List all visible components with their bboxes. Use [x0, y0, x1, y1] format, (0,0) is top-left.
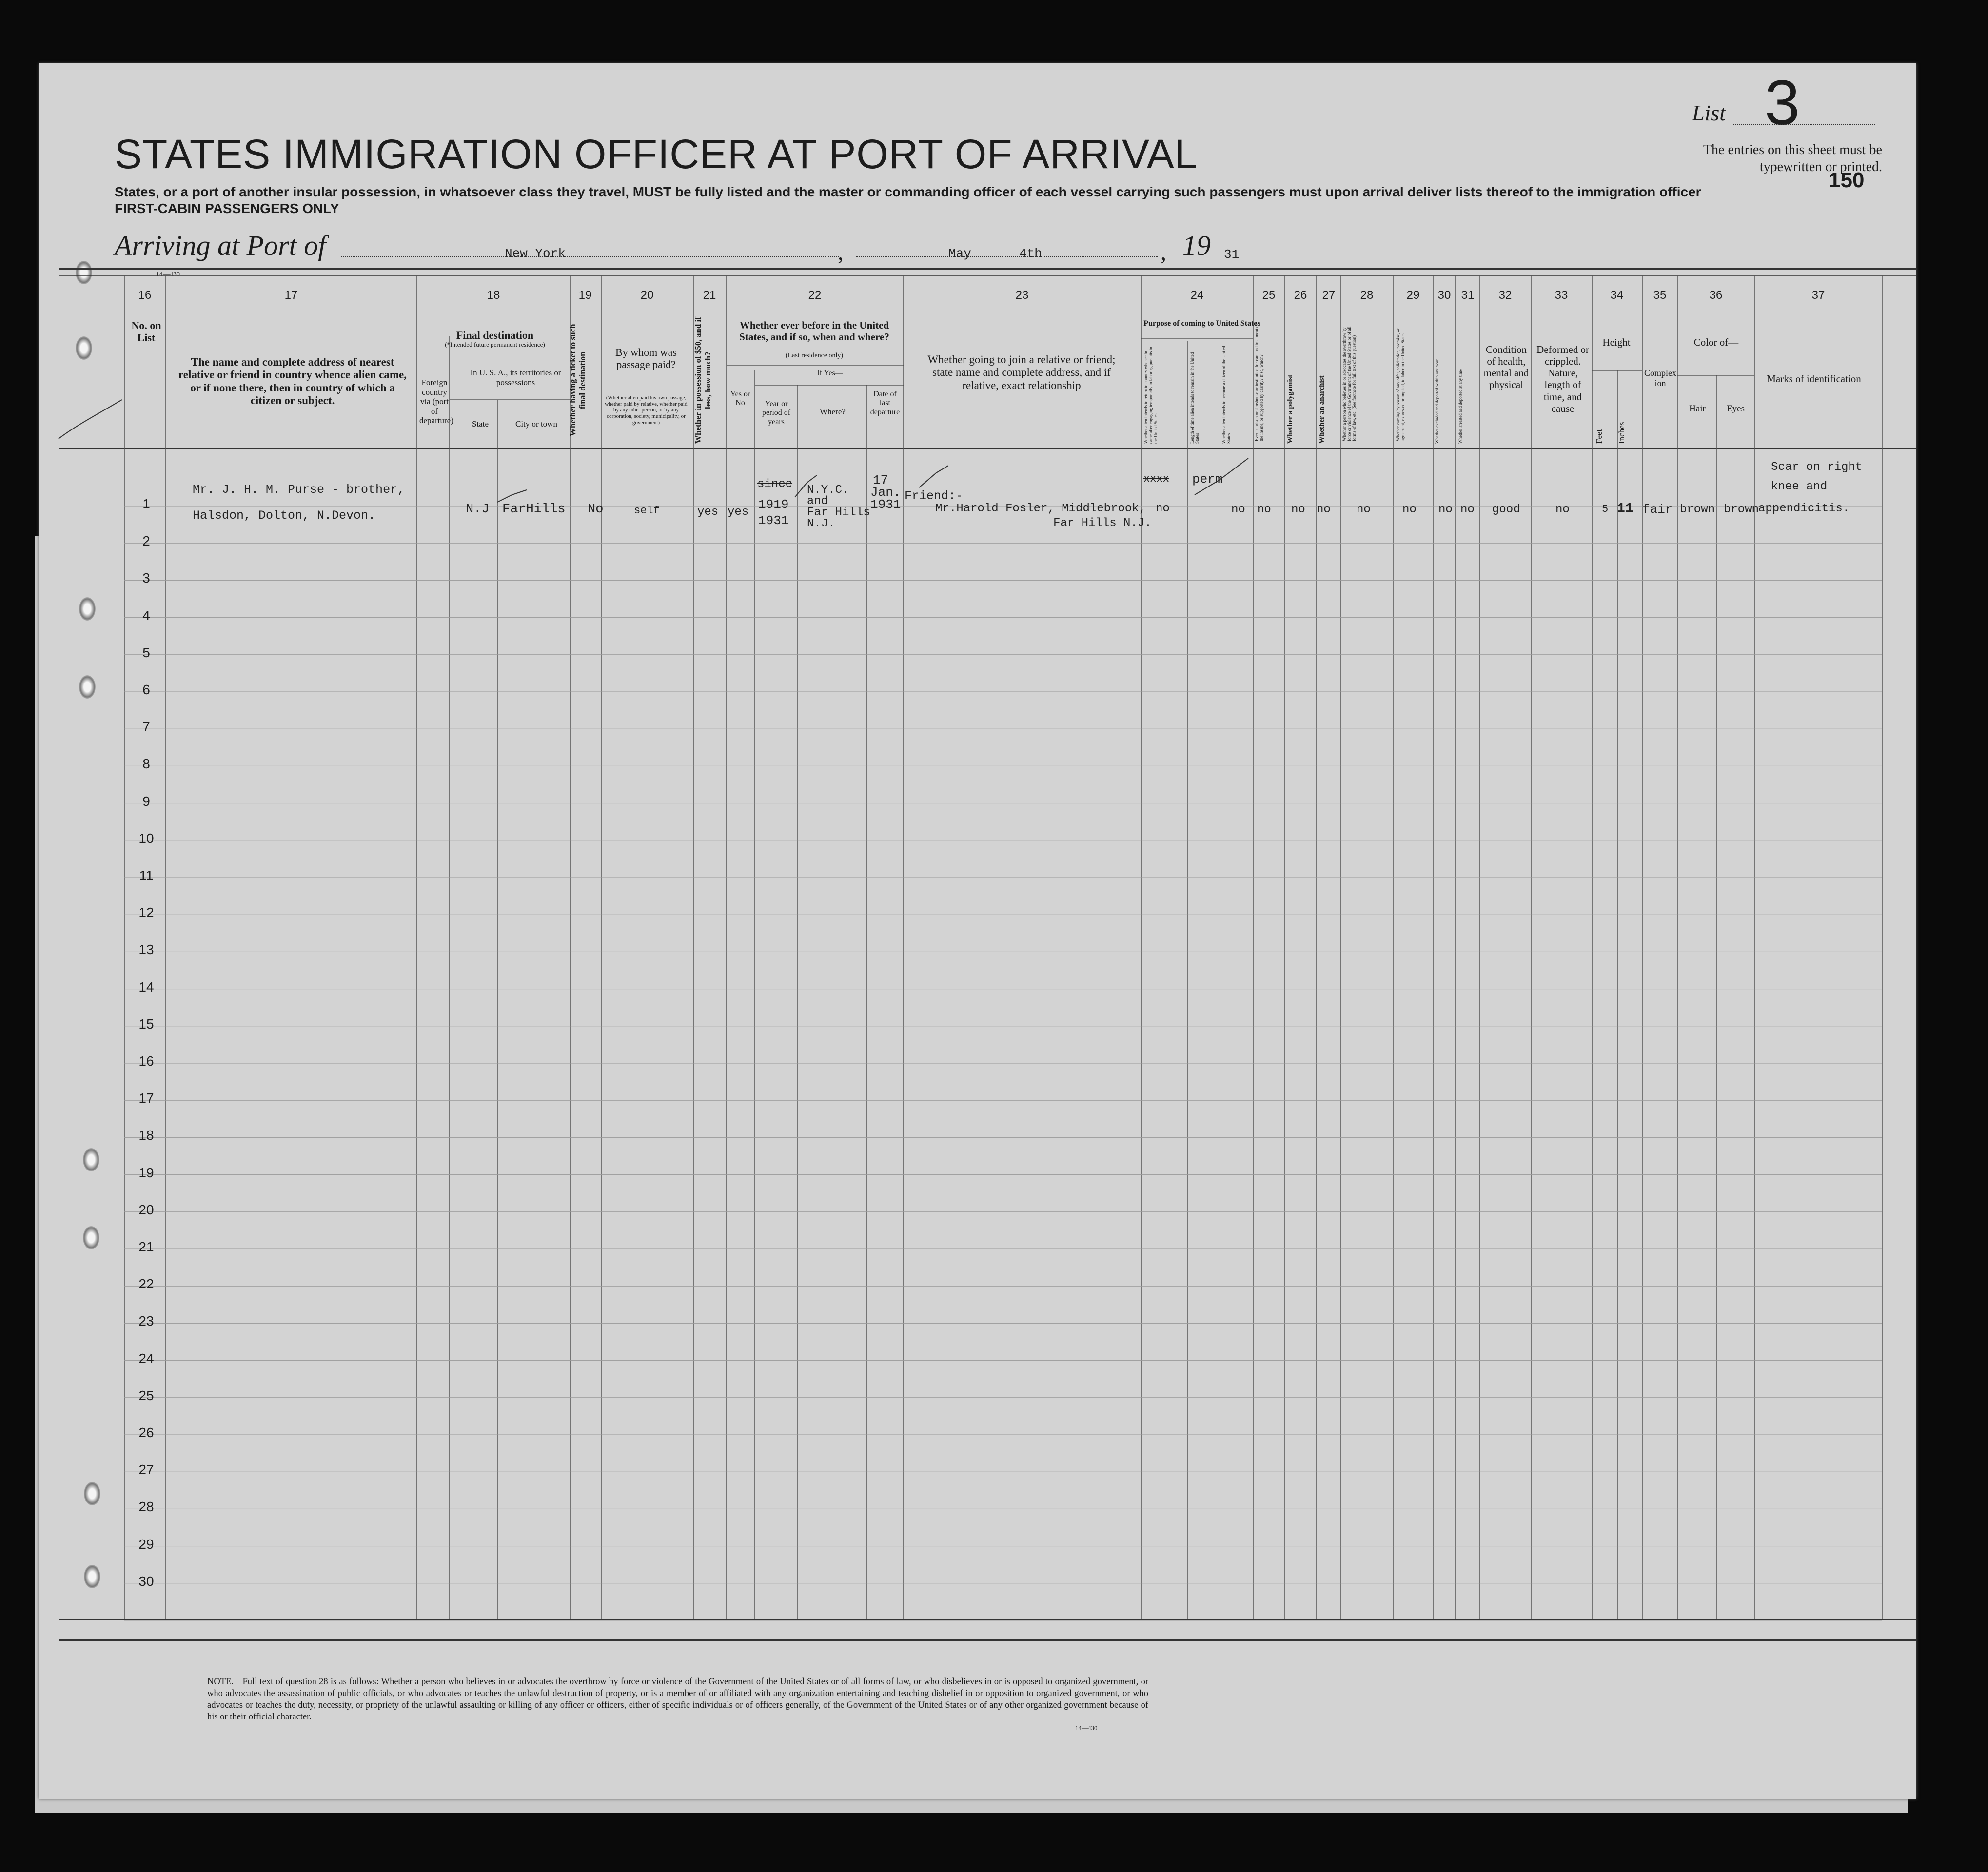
- header-q30: Whether excluded and deported within one year: [1435, 359, 1439, 444]
- row-number: 18: [138, 1128, 154, 1143]
- row-number: 13: [138, 942, 154, 957]
- header-foreign-country: Foreign country via (port of departure): [419, 378, 453, 426]
- entry-money: yes: [697, 506, 719, 519]
- entry-marks-line3: appendicitis.: [1758, 502, 1850, 515]
- date-month: May: [948, 246, 971, 261]
- header-money: Whether in possession of $50, and if less, how much?: [693, 317, 712, 444]
- row-number: 17: [138, 1091, 154, 1106]
- list-number: 3: [1764, 67, 1800, 138]
- entry-passage: self: [634, 505, 660, 517]
- header-deformed: Deformed or crippled. Nature, length of time, and cause: [1536, 344, 1589, 414]
- entry-marks-line1: Scar on right: [1771, 461, 1863, 474]
- header-yes-no: Yes or No: [730, 390, 750, 408]
- header-state: State: [472, 419, 489, 429]
- row-number: 25: [138, 1387, 154, 1403]
- column-number: 35: [1653, 289, 1667, 302]
- entry-years-line2: 1931: [758, 513, 789, 528]
- row-number: 29: [138, 1536, 154, 1552]
- subtitle: States, or a port of another insular possession, in whatsoever class they travel, MUST be fully listed and the master or commanding officer of each vessel carrying such passengers must upon arrival deliver lists thereof to the immigration officer: [115, 184, 1701, 199]
- header-purpose-b: Length of time alien intends to remain in the United States: [1190, 352, 1200, 444]
- column-number: 33: [1555, 289, 1568, 302]
- row-number: 28: [138, 1499, 154, 1515]
- header-if-yes: If Yes—: [817, 369, 843, 377]
- header-ticket: Whether having a ticket to such final destination: [568, 324, 587, 437]
- class-line: FIRST-CABIN PASSENGERS ONLY: [115, 201, 339, 216]
- row-number: 27: [138, 1462, 154, 1478]
- header-usa: In U. S. A., its territories or possessions: [470, 368, 561, 387]
- entry-where-line1: N.Y.C.: [807, 484, 849, 497]
- header-relative: The name and complete address of nearest relative or friend in country whence alien came, or if none there, then in country of which a citizen or subject.: [178, 356, 407, 407]
- row-number: 1: [142, 496, 150, 511]
- row-number: 24: [138, 1350, 154, 1366]
- header-no-on-list: No. on List: [131, 319, 161, 344]
- row-number: 11: [139, 868, 154, 883]
- page-title: STATES IMMIGRATION OFFICER AT PORT OF ARRIVAL: [115, 131, 1198, 177]
- column-number: 29: [1406, 289, 1420, 302]
- comma: ,: [838, 239, 844, 265]
- entry-purpose-a: no: [1156, 502, 1170, 515]
- row-number: 23: [138, 1313, 154, 1329]
- entry-departure-line1: 17: [873, 473, 888, 488]
- header-city: City or town: [515, 419, 557, 429]
- entry-city: FarHills: [502, 502, 566, 517]
- header-eyes: Eyes: [1727, 404, 1745, 414]
- entry-complexion: fair: [1642, 502, 1673, 517]
- column-number: 19: [578, 289, 592, 302]
- header-complexion: Complexion: [1644, 368, 1676, 388]
- column-number: 18: [487, 289, 500, 302]
- column-number: 16: [138, 289, 152, 302]
- entry-q30: no: [1438, 503, 1453, 516]
- header-hair: Hair: [1689, 404, 1706, 414]
- entry-polygamist: no: [1291, 503, 1305, 516]
- port-value: New York: [505, 246, 566, 261]
- row-number: 3: [142, 570, 150, 586]
- row-number: 26: [138, 1425, 154, 1440]
- date-day: 4th: [1019, 246, 1042, 261]
- header-purpose: Purpose of coming to United States: [1143, 319, 1260, 328]
- comma: ,: [1161, 239, 1166, 265]
- entry-prison: no: [1257, 503, 1271, 516]
- row-number: 22: [138, 1276, 154, 1292]
- row-number: 14: [138, 979, 154, 994]
- header-polygamist: Whether a polygamist: [1286, 374, 1294, 444]
- entry-q28: no: [1357, 503, 1371, 516]
- column-number: 27: [1322, 289, 1336, 302]
- column-number: 31: [1461, 289, 1475, 302]
- entry-before-yes: yes: [728, 506, 749, 519]
- entry-eyes: brown: [1724, 503, 1759, 516]
- row-number: 19: [138, 1165, 154, 1180]
- entry-purpose-c: no: [1231, 503, 1245, 516]
- header-final-destination: Final destination: [456, 329, 534, 341]
- year-suffix: 31: [1224, 247, 1240, 262]
- entry-where-line2: and: [807, 495, 828, 508]
- column-number: 28: [1360, 289, 1374, 302]
- header-before-us: Whether ever before in the United States, and if so, when and where?: [739, 319, 889, 343]
- year-prefix: 19: [1182, 230, 1211, 261]
- entry-hair: brown: [1680, 503, 1715, 516]
- page-number: 150: [1829, 168, 1865, 192]
- entry-departure-line3: 1931: [870, 497, 901, 512]
- arriving-label: Arriving at Port of: [115, 230, 326, 261]
- entry-relative-line2: Halsdon, Dolton, N.Devon.: [193, 508, 376, 523]
- entry-departure-line2: Jan.: [870, 485, 901, 500]
- header-where: Where?: [820, 407, 846, 416]
- row-number: 6: [142, 682, 150, 697]
- form-code-top: 14—430: [156, 271, 180, 278]
- column-number: 23: [1015, 289, 1029, 302]
- header-purpose-c: Whether alien intends to become a citizen of the United States: [1221, 346, 1231, 444]
- column-number: 30: [1437, 289, 1451, 302]
- header-last-residence: (Last residence only): [785, 352, 844, 359]
- column-number: 36: [1709, 289, 1723, 302]
- entry-where-line3: Far Hills: [807, 506, 870, 519]
- header-q28: Whether a person who believes in or advocates the overthrow by force or violence of the Government of the United States or of all forms of law, etc. (See footnote for full text of this question): [1342, 326, 1357, 441]
- row-number: 4: [142, 607, 150, 623]
- header-inches: Inches: [1617, 422, 1626, 444]
- entries-note: The entries on this sheet must be typewritten or printed.: [1703, 142, 1882, 175]
- header-q31: Whether arrested and deported at any time: [1458, 369, 1463, 444]
- column-number: 20: [640, 289, 654, 302]
- header-prison: Ever in prison or almshouse or institution for care and treatment of the insane, or supported by charity? If so, which?: [1254, 324, 1264, 441]
- header-feet: Feet: [1594, 429, 1604, 444]
- column-number: 17: [284, 289, 298, 302]
- header-color-of: Color of—: [1693, 336, 1739, 348]
- column-number: 25: [1262, 289, 1276, 302]
- row-number: 20: [138, 1202, 154, 1217]
- entry-purpose-b-struck: xxxx: [1143, 473, 1169, 485]
- form-code-bottom: 14—430: [1075, 1724, 1098, 1732]
- header-year-period: Year or period of years: [762, 400, 791, 426]
- column-number: 21: [703, 289, 716, 302]
- header-marks: Marks of identification: [1767, 373, 1861, 385]
- row-number: 12: [138, 905, 154, 920]
- entry-joining-line2: Mr.Harold Fosler, Middlebrook,: [935, 502, 1146, 515]
- row-number: 5: [142, 644, 150, 660]
- column-number: 34: [1610, 289, 1624, 302]
- entry-ticket: No: [588, 502, 604, 517]
- row-number: 21: [138, 1239, 154, 1254]
- header-joining: Whether going to join a relative or friend; state name and complete address, and if relative, exact relationship: [927, 353, 1116, 391]
- header-purpose-a: Whether alien intends to return to country whence he came after engaging temporarily in laboring pursuits in the United States: [1143, 347, 1158, 444]
- entry-q29: no: [1402, 503, 1417, 516]
- row-number: 7: [142, 719, 150, 735]
- entry-purpose-b: perm: [1192, 472, 1223, 487]
- row-number: 16: [138, 1053, 154, 1069]
- header-passage-note: (Whether alien paid his own passage, whether paid by relative, whether paid by any other person, or by any corporation, society, municipality, or government): [605, 395, 688, 426]
- entry-state: N.J: [466, 502, 490, 517]
- entry-q31: no: [1460, 503, 1475, 516]
- list-label: List: [1692, 100, 1726, 125]
- column-number: 24: [1190, 289, 1204, 302]
- entry-marks-line2: knee and: [1771, 480, 1828, 493]
- header-date-departure: Date of last departure: [870, 390, 900, 416]
- entry-deformed: no: [1555, 503, 1570, 516]
- entry-joining-line1: Friend:-: [905, 489, 964, 503]
- entry-relative-line1: Mr. J. H. M. Purse - brother,: [193, 483, 405, 497]
- header-health: Condition of health, mental and physical: [1483, 344, 1529, 391]
- column-number: 26: [1294, 289, 1307, 302]
- column-number: 37: [1811, 289, 1825, 302]
- row-number: 10: [138, 830, 154, 846]
- row-number: 9: [142, 793, 150, 809]
- row-number: 15: [138, 1016, 154, 1032]
- entry-feet: 5: [1602, 503, 1609, 515]
- footnote: NOTE.—Full text of question 28 is as follows: Whether a person who believes in or advocates the overthrow by force or violence of the Government of the United States or of all forms of law, or who disbelieves in or is opposed to organized government, or who advocates the assassination of public officials, or who advocates or teaches the unlawful destruction of property, or is a member of or affiliated with any organization entertaining and teaching disbelief in or opposition to organized government, or who advocates or teaches the duty, necessity, or propriety of the unlawful assaulting or killing of any officer or officers, either of specific individuals or of officers generally, of the Government of the United States or of any other organized government because of his or their official character.: [207, 1677, 1148, 1722]
- column-number: 22: [808, 289, 822, 302]
- entry-joining-line3: Far Hills N.J.: [1053, 517, 1152, 530]
- row-number: 30: [138, 1573, 154, 1589]
- column-number: 32: [1498, 289, 1512, 302]
- entry-years-struck: since: [757, 478, 793, 491]
- row-number: 8: [142, 756, 150, 772]
- header-passage: By whom was passage paid?: [615, 346, 677, 371]
- entry-where-line4: N.J.: [807, 517, 835, 530]
- header-final-destination-note: (*Intended future permanent residence): [445, 341, 545, 348]
- header-q29: Whether coming by reason of any offer, solicitation, promise, or agreement, expressed or implied, to labor in the United States: [1396, 328, 1405, 441]
- header-anarchist: Whether an anarchist: [1318, 375, 1326, 444]
- entry-anarchist: no: [1317, 503, 1331, 516]
- entry-health: good: [1492, 503, 1520, 516]
- entry-years-line1: 1919: [758, 497, 789, 512]
- header-height: Height: [1602, 336, 1631, 348]
- entry-inches: 11: [1617, 501, 1634, 516]
- row-number: 2: [142, 533, 150, 549]
